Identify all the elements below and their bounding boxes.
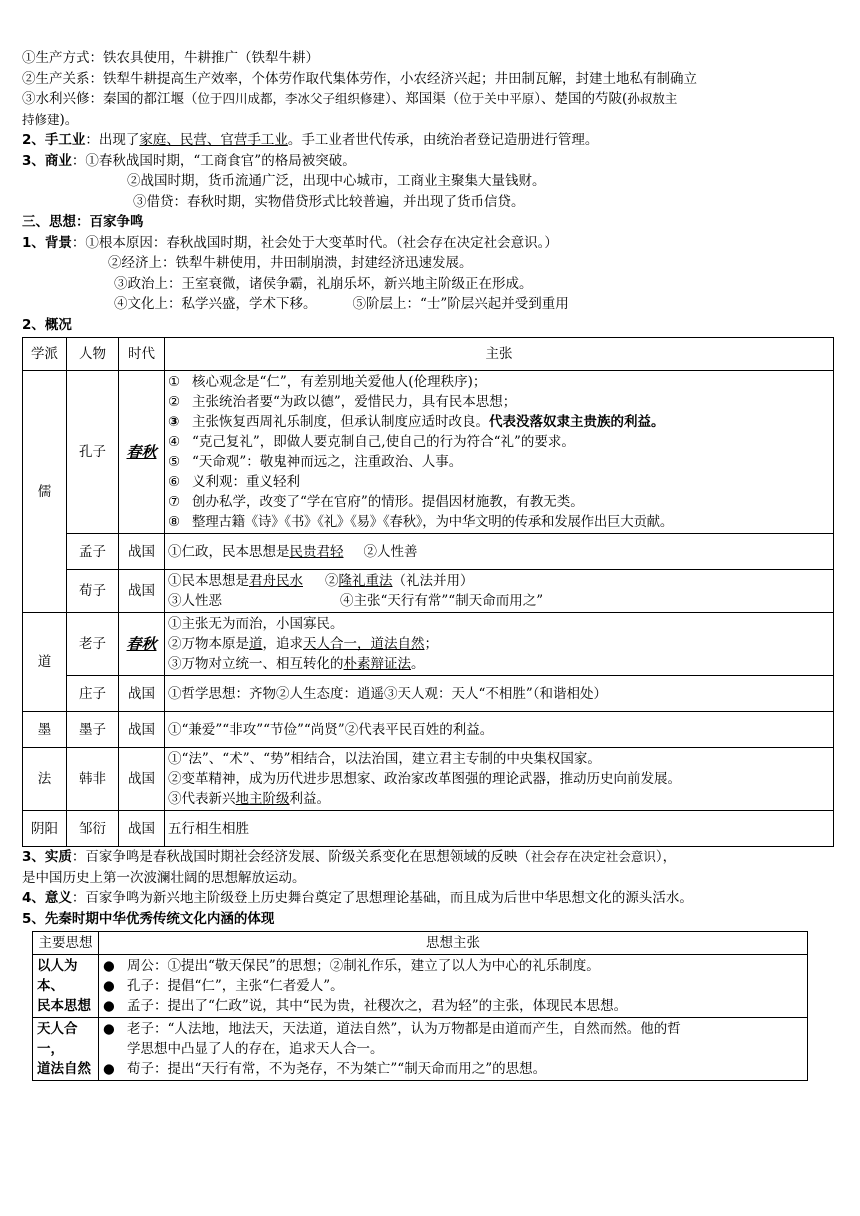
person-mozi: 墨子 <box>67 712 119 748</box>
section-thought-title: 三、思想：百家争鸣 <box>22 214 144 230</box>
era-zouyan: 战国 <box>119 811 165 847</box>
ideas-zouyan: 五行相生相胜 <box>165 811 834 847</box>
table-row <box>23 371 834 534</box>
ideas-mozi: ①“兼爱”“非攻”“节俭”“尚贤”②代表平民百姓的利益。 <box>165 712 834 748</box>
era-mozi: 战国 <box>119 712 165 748</box>
background-line-3: ③政治上：王室衰微，诸侯争霸，礼崩乐坏，新兴地主阶级正在形成。 <box>114 275 533 292</box>
table-row <box>23 811 834 847</box>
table-row <box>33 955 808 1018</box>
overview-heading: 2、概况 <box>22 316 72 333</box>
culture-table <box>32 931 808 1081</box>
econ-line-3: ③水利兴修：秦国的都江堰（位于四川成都，李冰父子组织修建）、郑国渠（位于关中平原）、楚国的芍陂(孙叔敖主 <box>22 91 678 107</box>
bullet-icon: ● <box>103 998 115 1014</box>
table-row <box>23 748 834 811</box>
header-ideas: 主张 <box>165 338 834 371</box>
school-yinyang: 阴阳 <box>23 811 67 847</box>
thought-heaven-human: 天人合一， 道法自然 <box>33 1018 99 1081</box>
era-mengzi: 战国 <box>119 534 165 570</box>
era-zhuangzi: 战国 <box>119 676 165 712</box>
handicraft-line: 2、手工业：出现了家庭、民营、官营手工业。手工业者世代传承，由统治者登记造册进行管理。 <box>22 132 599 148</box>
econ-line-3-cont: 持修建)。 <box>22 111 79 128</box>
header-main-thought: 主要思想 <box>33 932 99 955</box>
bullet-icon: ● <box>103 978 115 994</box>
header-person: 人物 <box>67 338 119 371</box>
person-mengzi: 孟子 <box>67 534 119 570</box>
meaning-line: 4、意义：百家争鸣为新兴地主阶级登上历史舞台奠定了思想理论基础，而且成为后世中华思想文化的源头活水。 <box>22 890 693 906</box>
document-page <box>22 48 842 1081</box>
ideas-zhuangzi: ①哲学思想：齐物②人生态度：逍遥③天人观：天人“不相胜”（和谐相处） <box>165 676 834 712</box>
econ-line-2: ②生产关系：铁犁牛耕提高生产效率，个体劳作取代集体劳作，小农经济兴起；井田制瓦解，封建土地私有制确立 <box>22 70 697 87</box>
background-line-2: ②经济上：铁犁牛耕使用，井田制崩溃，封建经济迅速发展。 <box>108 255 473 271</box>
schools-table <box>22 337 834 847</box>
background-line-4: ④文化上：私学兴盛，学术下移。 ⑤阶层上：“士”阶层兴起并受到重用 <box>114 296 569 312</box>
schools-table-header <box>23 338 834 371</box>
person-xunzi: 荀子 <box>67 570 119 613</box>
essence-line-2: 是中国历史上第一次波澜壮阔的思想解放运动。 <box>22 869 306 886</box>
culture-heading: 5、先秦时期中华优秀传统文化内涵的体现 <box>22 910 275 927</box>
header-era: 时代 <box>119 338 165 371</box>
econ-line-1: ①生产方式：铁农具使用，牛耕推广（铁犁牛耕） <box>22 50 319 66</box>
table-row <box>23 712 834 748</box>
school-dao: 道 <box>23 613 67 712</box>
claims-heaven-human: ● 老子：“人法地，地法天，天法道，道法自然”，认为万物都是由道而产生，自然而然。他的哲 学思想中凸显了人的存在，追求天人合一。 ● 荀子：提出“天行有常，不为尧存，不为桀亡”“制天命而用之”的思想。 <box>99 1018 808 1081</box>
ideas-xunzi: ①民本思想是君舟民水 ②隆礼重法（礼法并用） ③人性恶 ④主张“天行有常”“制天命而用之” <box>165 570 834 613</box>
claims-people-oriented: ● 周公：①提出“敬天保民”的思想；②制礼作乐，建立了以人为中心的礼乐制度。 ● 孔子：提倡“仁”，主张“仁者爱人”。 ● 孟子：提出了“仁政”说，其中“民为贵，社稷次之，君为轻”的主张，体现民本思想。 <box>99 955 808 1018</box>
bullet-icon: ● <box>103 1021 115 1037</box>
ideas-mengzi: ①仁政，民本思想是民贵君轻 ②人性善 <box>165 534 834 570</box>
background-line-1: 1、背景：①根本原因：春秋战国时期，社会处于大变革时代。（社会存在决定社会意识。） <box>22 234 558 251</box>
ideas-laozi: ①主张无为而治，小国寡民。 ②万物本原是道，追求天人合一，道法自然； ③万物对立统一、相互转化的朴素辩证法。 <box>165 613 834 676</box>
bullet-icon: ● <box>103 958 115 974</box>
commerce-line-3: ③借贷：春秋时期，实物借贷形式比较普遍，并出现了货币信贷。 <box>133 193 525 210</box>
table-row <box>23 676 834 712</box>
commerce-line-1: 3、商业：①春秋战国时期，“工商食官”的格局被突破。 <box>22 152 356 169</box>
header-school: 学派 <box>23 338 67 371</box>
thought-people-oriented: 以人为本、 民本思想 <box>33 955 99 1018</box>
person-laozi: 老子 <box>67 613 119 676</box>
table-row <box>23 613 834 676</box>
header-thought-claims: 思想主张 <box>99 932 808 955</box>
person-zouyan: 邹衍 <box>67 811 119 847</box>
commerce-line-2: ②战国时期，货币流通广泛，出现中心城市，工商业主聚集大量钱财。 <box>127 173 546 189</box>
table-row <box>23 570 834 613</box>
era-kongzi: 春秋 <box>119 371 165 534</box>
era-xunzi: 战国 <box>119 570 165 613</box>
school-mo: 墨 <box>23 712 67 748</box>
person-kongzi: 孔子 <box>67 371 119 534</box>
era-hanfei: 战国 <box>119 748 165 811</box>
bullet-icon: ● <box>103 1061 115 1077</box>
ideas-kongzi: ① 核心观念是“仁”，有差别地关爱他人(伦理秩序)； ② 主张统治者要“为政以德”，爱惜民力，具有民本思想； ③ 主张恢复西周礼乐制度，但承认制度应适时改良。代表没落奴隶主贵族的利益。 ④ “克己复礼”，即做人要克制自己,使自己的行为符合“礼”的要求。 ⑤ “天命观”：敬鬼神而远之，注重政治、人事。 ⑥ 义利观：重义轻利 ⑦ 创办私学，改变了“学在官府”的情形。提倡因材施教，有教无类。 ⑧ 整理古籍《诗》《书》《礼》《易》《春秋》，为中华文明的传承和发展作出巨大贡献。 <box>165 371 834 534</box>
essence-line-1: 3、实质：百家争鸣是春秋战国时期社会经济发展、阶级关系变化在思想领域的反映（社会存在决定社会意识）， <box>22 849 677 865</box>
table-row <box>33 1018 808 1081</box>
school-fa: 法 <box>23 748 67 811</box>
era-laozi: 春秋 <box>119 613 165 676</box>
culture-table-header <box>33 932 808 955</box>
school-ru: 儒 <box>23 371 67 613</box>
person-hanfei: 韩非 <box>67 748 119 811</box>
person-zhuangzi: 庄子 <box>67 676 119 712</box>
table-row <box>23 534 834 570</box>
ideas-hanfei: ①“法”、“术”、“势”相结合，以法治国，建立君主专制的中央集权国家。 ②变革精神，成为历代进步思想家、政治家改革图强的理论武器，推动历史向前发展。 ③代表新兴地主阶级利益。 <box>165 748 834 811</box>
